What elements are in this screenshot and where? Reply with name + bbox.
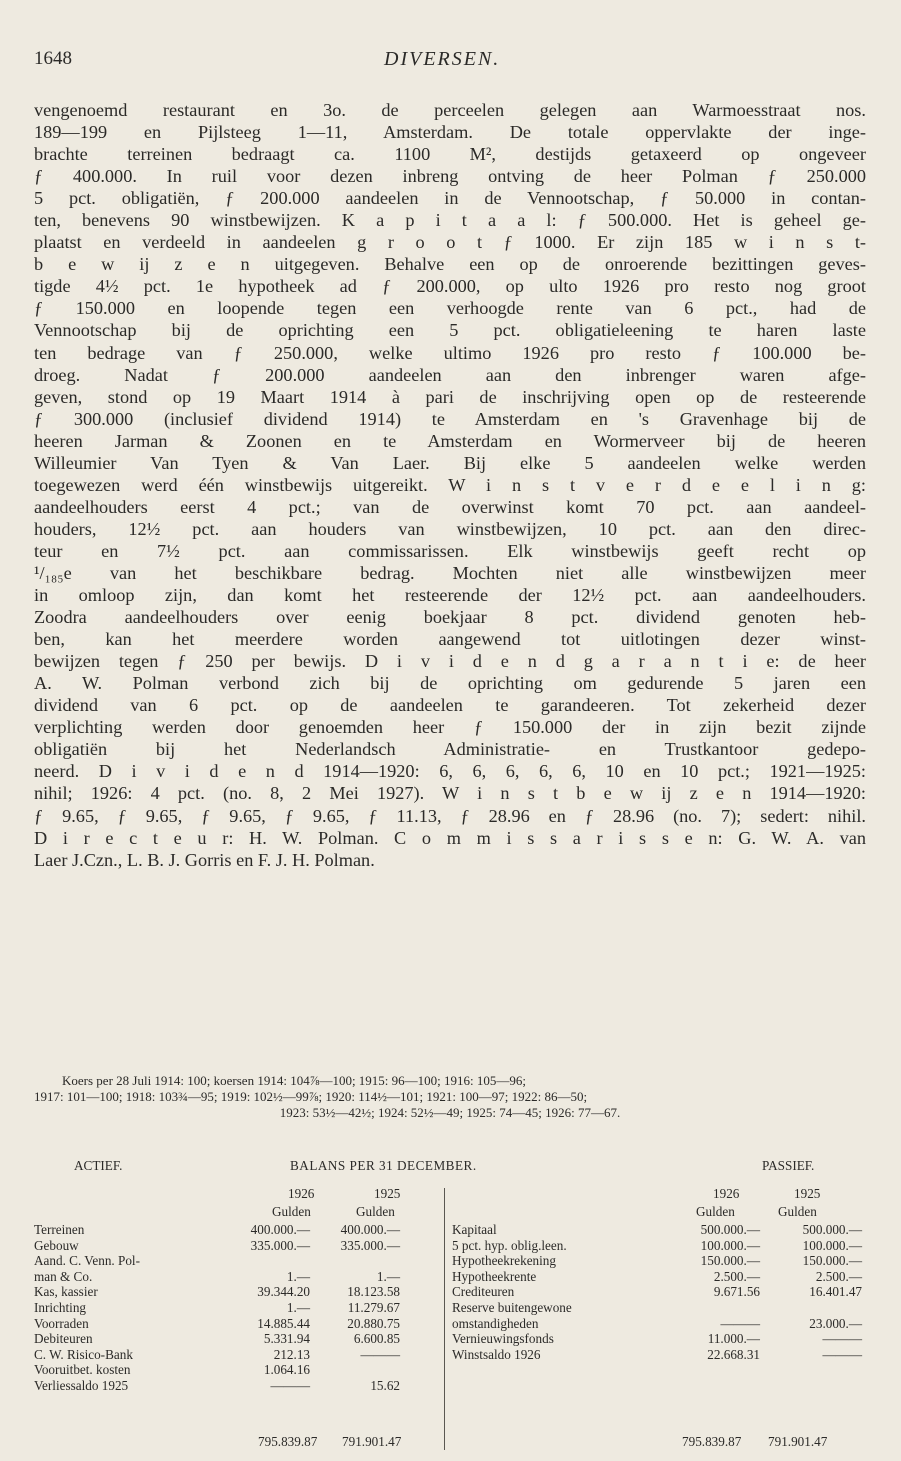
text-line: D i r e c t e u r: H. W. Polman. C o m m i s s a r i s s e n: G. W. A. van <box>34 827 866 848</box>
passief-row-1926: 11.000.— <box>707 1331 760 1347</box>
year-1925-left: 1925 <box>374 1186 401 1201</box>
text-line: toegewezen werd één winstbewijs uitgereikt. W i n s t v e r d e e l i n g: <box>34 474 866 495</box>
actief-row-1926: 1.— <box>286 1300 310 1315</box>
koers-line: Koers per 28 Juli 1914: 100; koersen 1914: 104⅞—100; 1915: 96—100; 1916: 105—96; <box>62 1073 527 1088</box>
unit-left-1926: Gulden <box>272 1204 311 1219</box>
passief-row-1925: 100.000.— <box>802 1237 862 1253</box>
koers-line: 1917: 101—100; 1918: 103¾—95; 1919: 102½—99⅞; 1920: 114½—101; 1921: 100—97; 1922: 86—50; <box>34 1089 588 1104</box>
actief-row-1926: 335.000.— <box>250 1237 310 1253</box>
text-line: vengenoemd restaurant en 3o. de perceelen gelegen aan Warmoesstraat nos. <box>34 100 866 120</box>
actief-row-label: Inrichting <box>34 1300 87 1315</box>
text-line: ¹/₁₈₅e van het beschikbare bedrag. Mochten niet alle winstbewijzen meer <box>34 562 866 583</box>
passief-row-label: omstandigheden <box>452 1315 539 1331</box>
passief-row-1926: 2.500.— <box>713 1268 760 1284</box>
text-line: houders, 12½ pct. aan houders van winstbewijzen, 10 pct. aan den direc- <box>34 518 866 539</box>
actief-row-1925: ——— <box>360 1346 400 1362</box>
text-line: nihil; 1926: 4 pct. (no. 8, 2 Mei 1927). W i n s t b e w ij z e n 1914—1920: <box>34 783 866 804</box>
balance-sheet <box>34 1158 866 1458</box>
page-number: 1648 <box>34 48 72 69</box>
actief-row-1926: 1.— <box>286 1268 310 1284</box>
actief-row-1926: 39.344.20 <box>257 1284 310 1300</box>
passief-row-1925: 150.000.— <box>802 1253 862 1269</box>
actief-row-label: C. W. Risico-Bank <box>34 1346 133 1362</box>
year-1926-left: 1926 <box>288 1186 315 1201</box>
balance-heading: BALANS PER 31 DECEMBER. <box>290 1158 477 1173</box>
text-line: verplichting werden door genoemden heer ƒ 150.000 der in zijn bezit zijnde <box>34 717 866 738</box>
text-line: plaatst en verdeeld in aandeelen g r o o t ƒ 1000. Er zijn 185 w i n s t- <box>34 232 866 253</box>
unit-left-1925: Gulden <box>356 1204 395 1219</box>
text-line: ƒ 300.000 (inclusief dividend 1914) te Amsterdam en 's Gravenhage bij de <box>34 408 866 429</box>
total-right-1925: 791.901.47 <box>768 1434 828 1449</box>
text-line: teur en 7½ pct. aan commissarissen. Elk winstbewijs geeft recht op <box>34 540 866 561</box>
actief-row-1925: 400.000.— <box>340 1222 400 1237</box>
passief-row-label: Kapitaal <box>452 1222 497 1237</box>
passief-row-label: Winstsaldo 1926 <box>452 1346 541 1362</box>
year-1926-right: 1926 <box>713 1186 740 1201</box>
passief-row-1925: 23.000.— <box>809 1315 862 1331</box>
text-line: A. W. Polman verbond zich bij de oprichting om gedurende 5 jaren een <box>34 673 866 694</box>
actief-row-1925: 11.279.67 <box>347 1300 400 1315</box>
column-divider <box>444 1188 445 1450</box>
page-title: DIVERSEN. <box>384 48 501 70</box>
actief-row-label: Kas, kassier <box>34 1284 98 1300</box>
text-line: ƒ 400.000. In ruil voor dezen inbreng ontving de heer Polman ƒ 250.000 <box>34 166 866 187</box>
unit-right-1926: Gulden <box>696 1204 735 1219</box>
actief-row-label: Debiteuren <box>34 1331 93 1347</box>
passief-row-label: Hypotheekrente <box>452 1268 537 1284</box>
passief-row-label: 5 pct. hyp. oblig.leen. <box>452 1237 567 1253</box>
passief-row-label: Hypotheekrekening <box>452 1253 556 1269</box>
passief-row-label: Vernieuwingsfonds <box>452 1331 554 1347</box>
passief-row-1926: 22.668.31 <box>707 1346 760 1362</box>
passief-row-1925: ——— <box>822 1346 862 1362</box>
actief-row-1925: 335.000.— <box>340 1237 400 1253</box>
actief-row-1926: 5.331.94 <box>263 1331 310 1347</box>
actief-row-label: man & Co. <box>34 1268 93 1284</box>
passief-row-1926: 9.671.56 <box>713 1284 760 1300</box>
text-line: Willeumier Van Tyen & Van Laer. Bij elke 5 aandeelen welke werden <box>34 452 866 473</box>
passief-row-1926: 100.000.— <box>700 1237 760 1253</box>
actief-row-1926: ——— <box>270 1378 310 1393</box>
actief-row-1926: 212.13 <box>273 1346 310 1362</box>
actief-row-1925: 1.— <box>376 1268 400 1284</box>
text-line: Laer J.Czn., L. B. J. Gorris en F. J. H. Polman. <box>34 849 375 870</box>
unit-right-1925: Gulden <box>778 1204 817 1219</box>
passief-row-label: Crediteuren <box>452 1284 515 1300</box>
text-line: obligatiën bij het Nederlandsch Administratie- en Trustkantoor gedepo- <box>34 739 866 760</box>
actief-row-label: Verliessaldo 1925 <box>34 1378 129 1393</box>
text-line: geven, stond op 19 Maart 1914 à pari de inschrijving open op de resteerende <box>34 386 866 407</box>
actief-row-1925: 18.123.58 <box>347 1284 400 1300</box>
passief-row-label: Reserve buitengewone <box>452 1300 572 1315</box>
passief-row-1925: 16.401.47 <box>809 1284 862 1300</box>
text-line: bewijzen tegen ƒ 250 per bewijs. D i v i d e n d g a r a n t i e: de heer <box>34 651 866 672</box>
text-line: Vennootschap bij de oprichting een 5 pct. obligatieleening te haren laste <box>34 320 866 341</box>
text-line: ben, kan het meerdere worden aangewend tot uitlotingen dezer winst- <box>34 629 866 650</box>
actief-row-1926: 14.885.44 <box>257 1315 310 1331</box>
actief-row-1925: 20.880.75 <box>347 1315 400 1331</box>
actief-heading: ACTIEF. <box>74 1158 123 1173</box>
text-line: b e w ij z e n uitgegeven. Behalve een op de onroerende bezittingen geves- <box>34 254 866 275</box>
passief-row-1925: 2.500.— <box>815 1268 862 1284</box>
text-line: ten, benevens 90 winstbewijzen. K a p i t a a l: ƒ 500.000. Het is geheel ge- <box>34 210 866 231</box>
actief-row-1925: 15.62 <box>370 1378 400 1393</box>
passief-row-1925: ——— <box>822 1331 862 1347</box>
text-line: brachte terreinen bedraagt ca. 1100 M², destijds getaxeerd op ongeveer <box>34 144 866 165</box>
text-line: ƒ 150.000 en loopende tegen een verhoogde rente van 6 pct., had de <box>34 298 866 319</box>
actief-row-1926: 400.000.— <box>250 1222 310 1237</box>
koers-line: 1923: 53½—42½; 1924: 52½—49; 1925: 74—45; 1926: 77—67. <box>279 1105 621 1120</box>
text-line: aandeelhouders eerst 4 pct.; van de overwinst komt 70 pct. aan aandeel- <box>34 496 866 517</box>
text-line: ten bedrage van ƒ 250.000, welke ultimo 1926 pro resto ƒ 100.000 be- <box>34 342 866 363</box>
actief-row-label: Voorraden <box>34 1315 89 1331</box>
text-line: heeren Jarman & Zoonen en te Amsterdam en Wormerveer bij de heeren <box>34 430 866 451</box>
passief-heading: PASSIEF. <box>762 1158 815 1173</box>
passief-row-1926: ——— <box>720 1315 760 1331</box>
total-left-1926: 795.839.87 <box>258 1434 318 1449</box>
text-line: 5 pct. obligatiën, ƒ 200.000 aandeelen in de Vennootschap, ƒ 50.000 in contan- <box>34 188 866 209</box>
page-header <box>34 48 867 78</box>
actief-row-label: Terreinen <box>34 1222 85 1237</box>
text-line: ƒ 9.65, ƒ 9.65, ƒ 9.65, ƒ 9.65, ƒ 11.13, ƒ 28.96 en ƒ 28.96 (no. 7); sedert: nihil. <box>34 805 866 826</box>
text-line: Zoodra aandeelhouders over eenig boekjaar 8 pct. dividend genoten heb- <box>34 607 866 628</box>
passief-row-1926: 150.000.— <box>700 1253 760 1269</box>
year-1925-right: 1925 <box>794 1186 821 1201</box>
passief-row-1926: 500.000.— <box>700 1222 760 1237</box>
text-line: 189—199 en Pijlsteeg 1—11, Amsterdam. De totale oppervlakte der inge- <box>34 122 866 143</box>
text-line: in omloop zijn, dan komt het resteerende der 12½ pct. aan aandeelhouders. <box>34 585 866 606</box>
actief-row-1926: 1.064.16 <box>263 1362 310 1378</box>
actief-row-label: Gebouw <box>34 1237 79 1253</box>
passief-row-1925: 500.000.— <box>802 1222 862 1237</box>
actief-row-1925: 6.600.85 <box>353 1331 400 1347</box>
text-line: tigde 4½ pct. 1e hypotheek ad ƒ 200.000, op ulto 1926 pro resto nog groot <box>34 276 866 297</box>
text-line: droeg. Nadat ƒ 200.000 aandeelen aan den inbrenger waren afge- <box>34 364 866 385</box>
text-line: dividend van 6 pct. op de aandeelen te garandeeren. Tot zekerheid dezer <box>34 695 866 716</box>
koers-block <box>34 1073 866 1121</box>
actief-row-label: Vooruitbet. kosten <box>34 1362 131 1378</box>
text-line: neerd. D i v i d e n d 1914—1920: 6, 6, 6, 6, 6, 10 en 10 pct.; 1921—1925: <box>34 761 866 782</box>
actief-row-label: Aand. C. Venn. Pol- <box>34 1253 140 1269</box>
total-right-1926: 795.839.87 <box>682 1434 742 1449</box>
total-left-1925: 791.901.47 <box>342 1434 402 1449</box>
body-paragraph <box>34 99 866 871</box>
